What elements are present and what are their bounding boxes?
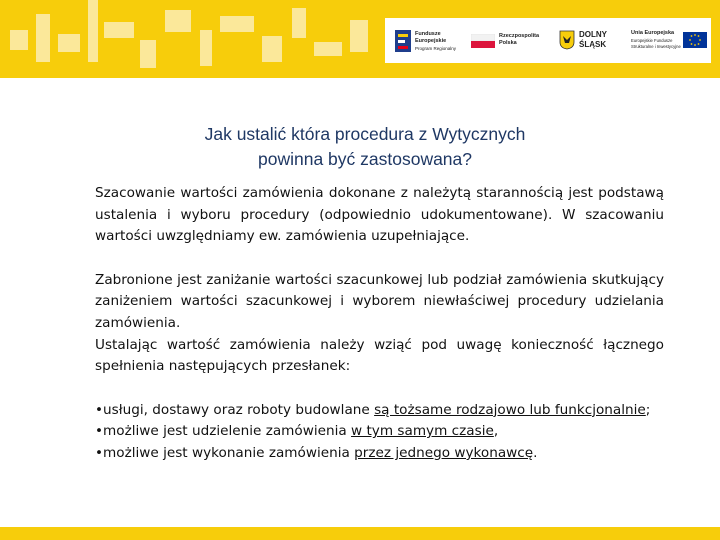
spacer xyxy=(95,378,664,400)
logo-unia-europejska xyxy=(629,18,709,63)
bullet-tail: ; xyxy=(645,401,651,418)
fe-line1: Fundusze xyxy=(415,31,441,37)
header-bar xyxy=(0,0,720,78)
bullet-item xyxy=(95,443,664,465)
paragraph-estimation: Szacowanie wartości zamówienia dokonane z należytą starannością jest podstawą ustalenia i wyboru procedury (odpowiednio udokumentowane). W szacowaniu wartości uwzględniamy ew. zamówienia uzupełniające. xyxy=(95,185,664,245)
decorative-block xyxy=(292,8,306,38)
decorative-block xyxy=(220,16,254,32)
bullet-marker: • xyxy=(95,401,104,418)
decorative-block xyxy=(140,40,156,68)
decorative-block xyxy=(104,22,134,38)
ds-line1: DOLNY xyxy=(579,30,607,39)
decorative-block xyxy=(10,30,28,50)
decorative-block xyxy=(88,0,98,62)
bullet-emphasis: w tym samym czasie xyxy=(351,423,494,440)
logo-fundusze-europejskie xyxy=(393,18,463,63)
spacer xyxy=(95,248,664,270)
ue-line2: Europejskie Fundusze xyxy=(631,38,673,43)
slide-title xyxy=(100,122,630,172)
title-line-2: powinna być zastosowana? xyxy=(257,149,473,169)
ue-line3: Strukturalne i Inwestycyjne xyxy=(631,44,681,49)
bullet-item xyxy=(95,421,664,443)
bullet-item xyxy=(95,400,664,422)
decorative-block xyxy=(314,42,342,56)
logo-dolny-slask xyxy=(555,18,617,63)
bullet-emphasis: są tożsame rodzajowo lub funkcjonalnie xyxy=(374,401,646,418)
decorative-block xyxy=(350,20,368,52)
eagle-crest-icon xyxy=(559,30,575,50)
paragraph-prohibition: Zabronione jest zaniżanie wartości szacunkowej lub podział zamówienia skutkujący zaniżeniem wartości szacunkowej i wyborem niewłaściwej procedury udzielania zamówienia. xyxy=(95,271,664,331)
bullet-text: możliwe jest udzielenie zamówienia xyxy=(103,423,352,440)
fe-emblem-icon xyxy=(395,30,411,52)
paragraph-conditions: Ustalając wartość zamówienia należy wziąć pod uwagę konieczność łącznego spełnienia następujących przesłanek: xyxy=(95,336,664,375)
rp-line2: Polska xyxy=(499,40,517,46)
decorative-block xyxy=(262,36,282,62)
footer-bar xyxy=(0,527,720,540)
bullet-tail: , xyxy=(493,423,499,440)
funding-logos xyxy=(385,18,711,63)
fe-line2: Europejskie xyxy=(415,38,447,44)
bullet-text: możliwe jest wykonanie zamówienia xyxy=(103,444,355,461)
decorative-block xyxy=(36,14,50,62)
slide-body xyxy=(95,183,664,465)
ue-line1: Unia Europejska xyxy=(631,30,675,36)
fe-line3: Program Regionalny xyxy=(415,46,457,51)
ds-line2: ŚLĄSK xyxy=(579,40,607,49)
rp-line1: Rzeczpospolita xyxy=(499,33,540,39)
logo-rzeczpospolita-polska xyxy=(471,18,543,63)
decorative-block xyxy=(58,34,80,52)
decorative-block xyxy=(200,30,212,66)
bullet-emphasis: przez jednego wykonawcę xyxy=(354,444,534,461)
decorative-block xyxy=(165,10,191,32)
bullet-marker: • xyxy=(95,423,104,440)
title-line-1: Jak ustalić która procedura z Wytycznych xyxy=(204,124,526,144)
eu-flag-icon xyxy=(683,32,707,48)
bullet-marker: • xyxy=(95,444,104,461)
bullet-text: usługi, dostawy oraz roboty budowlane xyxy=(103,401,375,418)
polish-flag-icon xyxy=(471,34,495,48)
bullet-tail: . xyxy=(533,444,538,461)
